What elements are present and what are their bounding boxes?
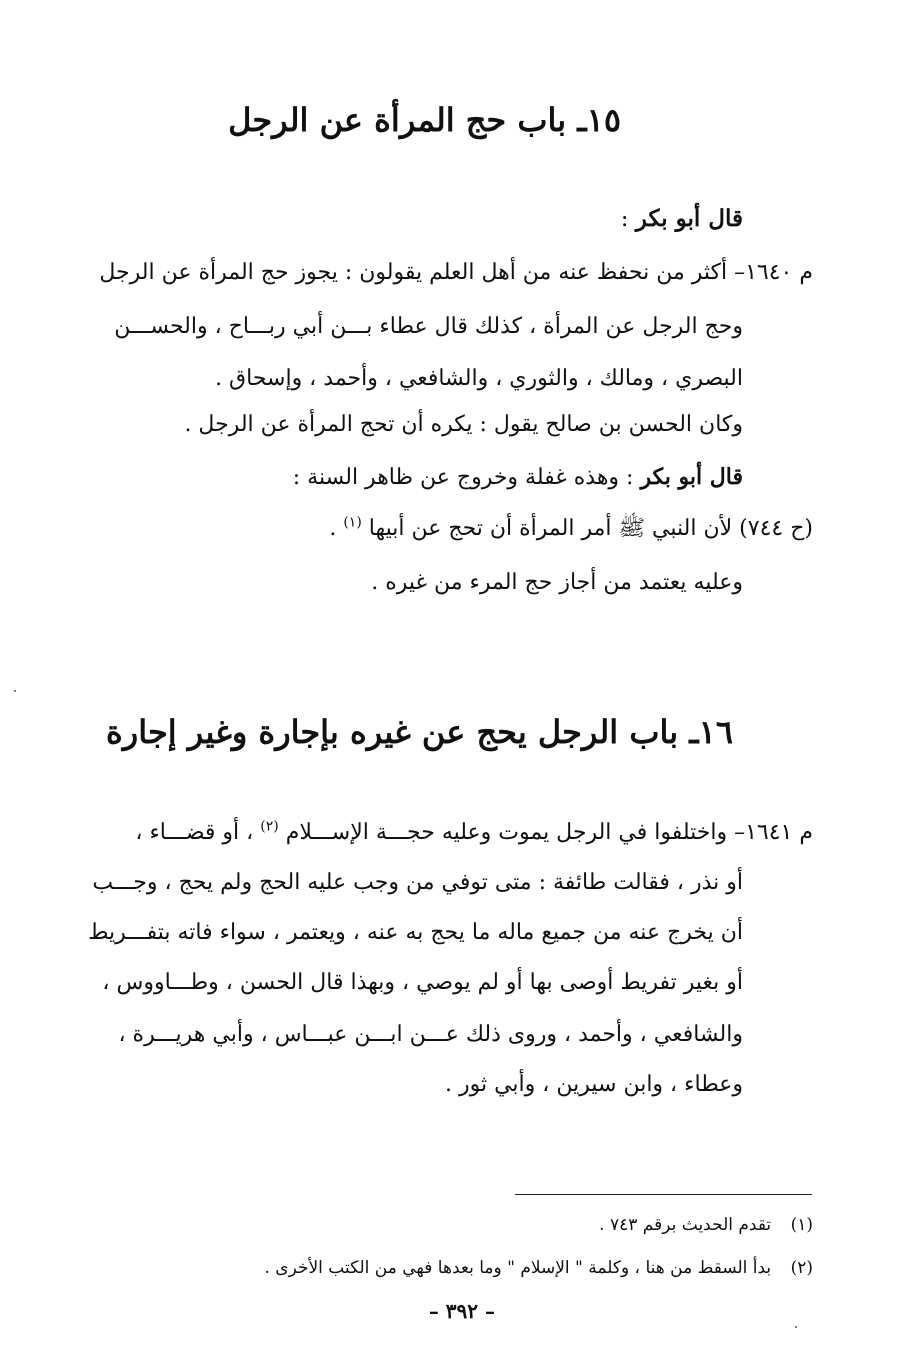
m1641-line-3: أن يخرج عنه من جميع ماله ما يحج به عنه ، ويعتمر ، سواء فاته بتفـــريط [88, 920, 743, 945]
hadith-744-text: (ح ٧٤٤) لأن النبي ﷺ أمر المرأة أن تحج عن أبيها [368, 516, 813, 541]
footnote-2-text: بدأ السقط من هنا ، وكلمة " الإسلام " وما بعدها فهي من الكتب الأخرى . [264, 1258, 772, 1278]
m1640-line-2: وحج الرجل عن المرأة ، كذلك قال عطاء بـــن أبي ربـــاح ، والحســـن [114, 314, 743, 339]
footnote-separator [515, 1194, 812, 1195]
footnote-1-marker: (١) [790, 1215, 813, 1235]
hadith-744-end: . [329, 516, 344, 541]
m1641-line-1-b: ، أو قضـــاء ، [135, 820, 261, 845]
hadith-744-line [329, 514, 813, 544]
footnote-ref-2: (٢) [260, 818, 279, 835]
scan-speck [795, 1326, 797, 1328]
footnote-ref-1: (١) [343, 514, 362, 531]
m1640-line-4: وكان الحسن بن صالح يقول : يكره أن تحج المرأة عن الرجل . [184, 412, 743, 437]
intro-speaker: قال أبو بكر [635, 205, 743, 232]
comment-speaker: قال أبو بكر [640, 464, 743, 490]
section-15-heading: ١٥ـ باب حج المرأة عن الرجل [228, 101, 621, 139]
intro-line [621, 204, 743, 234]
footnote-2 [264, 1256, 813, 1280]
m1641-line-2: أو نذر ، فقالت طائفة : متى توفي من وجب عليه الحج ولم يحج ، وجـــب [92, 870, 743, 895]
page-number: – ٣٩٢ – [428, 1299, 495, 1323]
footnote-1-text: تقدم الحديث برقم ٧٤٣ . [599, 1215, 772, 1235]
footnote-2-marker: (٢) [790, 1258, 813, 1278]
m1641-line-1 [135, 818, 813, 848]
scan-speck [14, 690, 16, 692]
m1641-line-4: أو بغير تفريط أوصى بها أو لم يوصي ، وبهذا قال الحسن ، وطـــاووس ، [102, 970, 743, 995]
comment-text: : وهذه غفلة وخروج عن ظاهر السنة : [292, 465, 641, 490]
intro-colon: : [620, 206, 636, 232]
m1640-line-1: م ١٦٤٠– أكثر من نحفظ عنه من أهل العلم يقولون : يجوز حج المرأة عن الرجل [99, 260, 813, 285]
footnote-1 [599, 1213, 813, 1237]
m1641-line-6: وعطاء ، وابن سيرين ، وأبي ثور . [445, 1072, 743, 1097]
comment-line [293, 462, 743, 493]
m1640-line-3: البصري ، ومالك ، والثوري ، والشافعي ، وأحمد ، وإسحاق . [215, 366, 743, 391]
closing-line: وعليه يعتمد من أجاز حج المرء من غيره . [371, 570, 743, 595]
section-16-heading: ١٦ـ باب الرجل يحج عن غيره بإجارة وغير إجارة [106, 713, 733, 751]
m1641-line-5: والشافعي ، وأحمد ، وروى ذلك عـــن ابـــن عبـــاس ، وأبي هريـــرة ، [118, 1022, 743, 1047]
m1641-line-1-a: م ١٦٤١– واختلفوا في الرجل يموت وعليه حجـــة الإســـلام [285, 820, 813, 845]
